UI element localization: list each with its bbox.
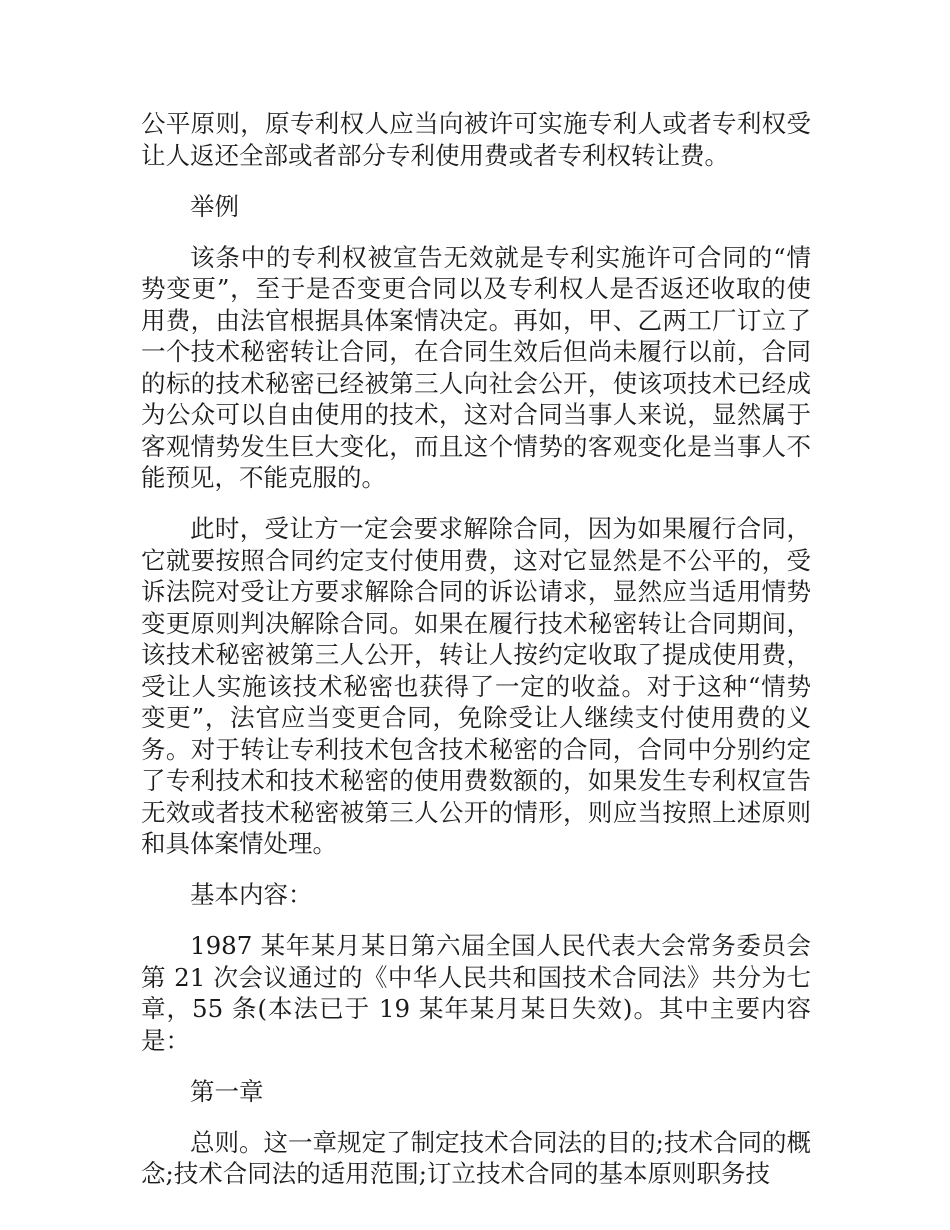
heading-chapter-one: 第一章 — [190, 1076, 264, 1106]
paragraph-law-intro: 1987 某年某月某日第六届全国人民代表大会常务委员会第 21 次会议通过的《中华人民共和国技术合同法》共分为七章，55 条(本法已于 19 某年某月某日失效)。其中主要内容是： — [141, 931, 811, 1055]
paragraph-general-provisions: 总则。这一章规定了制定技术合同法的目的;技术合同的概念;技术合同法的适用范围;订立技术合同的基本原则职务技 — [141, 1127, 811, 1188]
document-page — [141, 108, 811, 1209]
paragraph-continuation: 公平原则，原专利权人应当向被许可实施专利人或者专利权受让人返还全部或者部分专利使用费或者专利权转让费。 — [141, 109, 811, 170]
heading-example: 举例 — [190, 191, 239, 221]
paragraph-analysis: 此时，受让方一定会要求解除合同，因为如果履行合同，它就要按照合同约定支付使用费，这对它显然是不公平的，受诉法院对受让方要求解除合同的诉讼请求，显然应当适用情势变更原则判决解除合同。如果在履行技术秘密转让合同期间，该技术秘密被第三人公开，转让人按约定收取了提成使用费，受让人实施该技术秘密也获得了一定的收益。对于这种“情势变更”，法官应当变更合同，免除受让人继续支付使用费的义务。对于转让专利技术包含技术秘密的合同，合同中分别约定了专利技术和技术秘密的使用费数额的，如果发生专利权宣告无效或者技术秘密被第三人公开的情形，则应当按照上述原则和具体案情处理。 — [141, 514, 811, 858]
heading-basic-content: 基本内容： — [190, 880, 313, 909]
paragraph-example: 该条中的专利权被宣告无效就是专利实施许可合同的“情势变更”，至于是否变更合同以及专利权人是否返还收取的使用费，由法官根据具体案情决定。再如，甲、乙两工厂订立了一个技术秘密转让合同，在合同生效后但尚未履行以前，合同的标的技术秘密已经被第三人向社会公开，使该项技术已经成为公众可以自由使用的技术，这对合同当事人来说，显然属于客观情势发生巨大变化，而且这个情势的客观变化是当事人不能预见，不能克服的。 — [141, 242, 811, 492]
